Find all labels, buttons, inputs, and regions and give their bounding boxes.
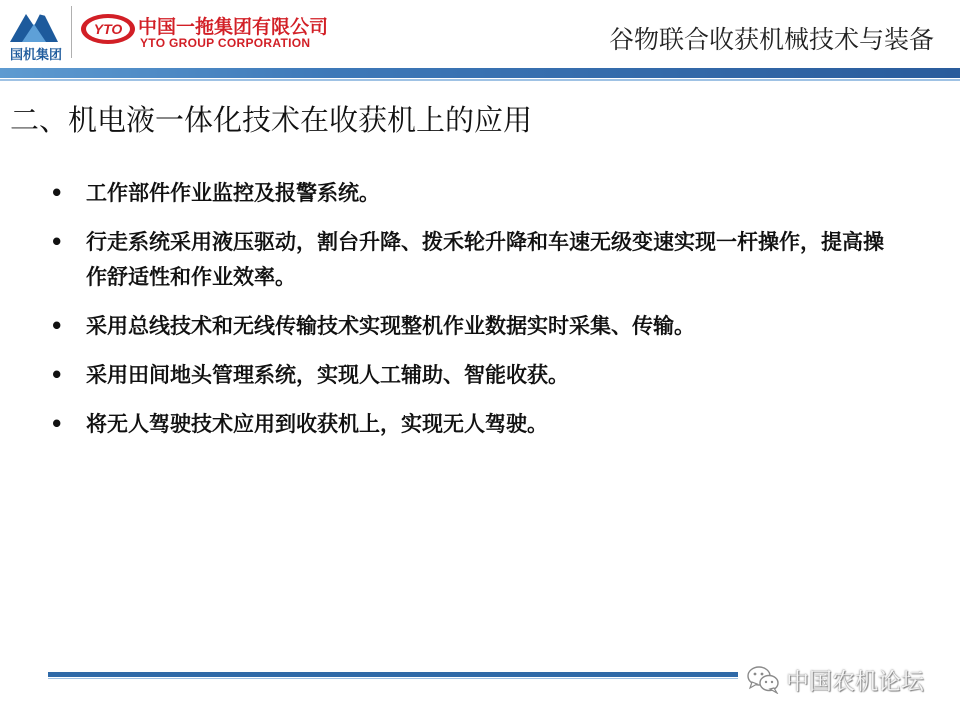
bullet-text: 采用田间地头管理系统，实现人工辅助、智能收获。 xyxy=(86,363,569,387)
sinomach-logo-text: 国机集团 xyxy=(9,48,62,63)
bullet-list xyxy=(46,176,926,456)
bullet-item xyxy=(46,225,926,295)
watermark-text: 中国农机论坛 xyxy=(786,669,924,695)
footer-line-accent xyxy=(48,678,738,679)
bullet-text: 采用总线技术和无线传输技术实现整机作业数据实时采集、传输。 xyxy=(86,314,695,338)
yto-badge-label: YTO xyxy=(93,21,123,37)
bullet-text: 行走系统采用液压驱动，割台升降、拨禾轮升降和车速无级变速实现一杆操作，提高操作舒适性和作业效率。 xyxy=(86,230,884,289)
header-bar xyxy=(0,68,960,78)
sinomach-mountain-icon xyxy=(4,4,64,44)
slide-header xyxy=(0,0,960,72)
wechat-icon xyxy=(746,664,780,694)
bullet-marker: • xyxy=(50,412,64,436)
yto-logo-english: YTO GROUP CORPORATION xyxy=(140,36,311,50)
bullet-item xyxy=(46,407,926,442)
yto-badge-icon xyxy=(80,12,136,46)
header-divider xyxy=(71,6,72,58)
header-bar-accent xyxy=(0,79,960,81)
footer-line xyxy=(48,672,738,677)
bullet-marker: • xyxy=(50,314,64,338)
bullet-item xyxy=(46,358,926,393)
bullet-marker: • xyxy=(50,230,64,254)
header-title: 谷物联合收获机械技术与装备 xyxy=(608,25,934,54)
section-heading: 二、机电液一体化技术在收获机上的应用 xyxy=(10,103,533,137)
bullet-item xyxy=(46,176,926,211)
bullet-marker: • xyxy=(50,363,64,387)
bullet-text: 工作部件作业监控及报警系统。 xyxy=(86,181,380,205)
bullet-item xyxy=(46,309,926,344)
yto-logo xyxy=(80,10,340,54)
yto-logo-chinese: 中国一拖集团有限公司 xyxy=(138,16,329,38)
bullet-text: 将无人驾驶技术应用到收获机上，实现无人驾驶。 xyxy=(86,412,548,436)
bullet-marker: • xyxy=(50,181,64,205)
sinomach-logo xyxy=(4,4,64,62)
